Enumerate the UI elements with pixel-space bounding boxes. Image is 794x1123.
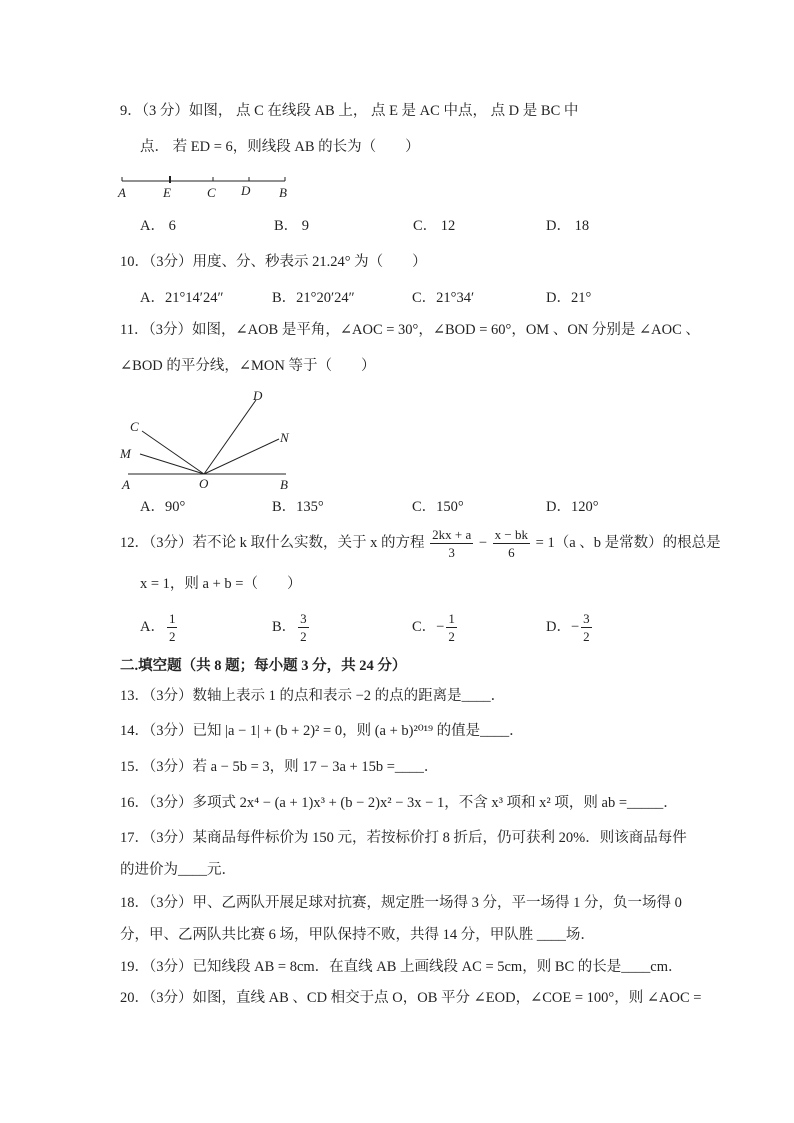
section-title-fill-in: 二.填空题（共 8 题；每小题 3 分，共 24 分）	[120, 658, 407, 674]
q9-option-a[interactable]: A． 6	[140, 218, 176, 234]
q12-option-d-sign: −	[570, 618, 580, 635]
q20-text: 20．（3分）如图，直线 AB 、CD 相交于点 O，OB 平分 ∠EOD，∠COE = 100°，则 ∠AOC =	[120, 990, 702, 1006]
q12-frac1-denominator: 3	[448, 545, 455, 560]
q12-option-a-num: 1	[168, 611, 176, 626]
q11-label-n: N	[280, 430, 289, 445]
q13-text: 13．（3分）数轴上表示 1 的点和表示 −2 的点的距离是____．	[120, 688, 506, 704]
q12-option-d-fraction	[581, 610, 592, 645]
q12-option-c-den: 2	[448, 629, 455, 644]
q12-prefix: 12．（3分）若不论 k 取什么实数，关于 x 的方程	[120, 534, 425, 551]
q17-line2: 的进价为____元．	[120, 862, 236, 878]
q18-line1: 18．（3分）甲、乙两队开展足球对抗赛，规定胜一场得 3 分，平一场得 1 分，负一场得 0	[120, 895, 682, 911]
q11-line2: ∠BOD 的平分线，∠MON 等于（ ）	[120, 358, 376, 374]
q18-line2: 分，甲、乙两队共比赛 6 场，甲队保持不败，共得 14 分，甲队胜 ____场．	[120, 927, 595, 943]
q12-line2: x = 1，则 a + b =（ ）	[140, 576, 302, 592]
q12-option-c-num: 1	[448, 611, 455, 626]
q12-frac1-numerator: 2kx + a	[432, 527, 472, 542]
q15-text: 15．（3分）若 a − 5b = 3，则 17 − 3a + 15b =____．	[120, 759, 439, 775]
q12-option-c-sign: −	[436, 618, 445, 635]
q12-minus: −	[478, 534, 488, 551]
q9-line2: 点． 若 ED = 6，则线段 AB 的长为（ ）	[140, 139, 420, 155]
q11-label-d: D	[253, 388, 263, 403]
q12-option-d-den: 2	[583, 629, 590, 644]
q12-frac2-numerator: x − bk	[494, 527, 529, 542]
q11-angle-figure	[112, 386, 312, 494]
q9-label-d: D	[241, 183, 251, 198]
q10-text: 10．（3分）用度、分、秒表示 21.24° 为（ ）	[120, 254, 427, 270]
q12-option-a-den: 2	[168, 629, 176, 644]
q17-line1: 17．（3分）某商品每件标价为 150 元，若按标价打 8 折后，仍可获利 20%．则该商品每件	[120, 830, 687, 846]
q12-option-b-den: 2	[300, 629, 307, 644]
q12-option-a[interactable]	[140, 610, 179, 645]
q9-segment-figure	[112, 170, 302, 204]
q12-option-a-label: A．	[140, 618, 165, 635]
q9-label-e: E	[163, 185, 171, 200]
q10-option-c[interactable]: C．21°34′	[412, 290, 475, 306]
q12-option-c-label: C．	[412, 618, 437, 635]
q11-option-c[interactable]: C．150°	[412, 499, 464, 515]
q11-line1: 11．（3分）如图，∠AOB 是平角，∠AOC = 30°，∠BOD = 60°，OM 、ON 分别是 ∠AOC 、	[120, 322, 700, 338]
q9-label-b: B	[279, 185, 287, 200]
q12-option-c[interactable]	[412, 610, 459, 645]
q9-label-a: A	[118, 185, 126, 200]
q9-option-c[interactable]: C． 12	[413, 218, 456, 234]
q11-option-b[interactable]: B．135°	[272, 499, 324, 515]
q16-text: 16．（3分）多项式 2x⁴ − (a + 1)x³ + (b − 2)x² − 3x − 1，不含 x³ 项和 x² 项，则 ab =_____．	[120, 795, 678, 811]
q9-option-b[interactable]: B． 9	[274, 218, 310, 234]
q11-label-o: O	[199, 476, 209, 491]
q12-suffix: = 1（a 、b 是常数）的根总是	[535, 534, 721, 551]
q9-line1: 9．（3 分）如图， 点 C 在线段 AB 上， 点 E 是 AC 中点， 点 D 是 BC 中	[120, 103, 579, 119]
q19-text: 19．（3分）已知线段 AB = 8cm．在直线 AB 上画线段 AC = 5cm，则 BC 的长是____cm．	[120, 959, 683, 975]
q12-options	[140, 610, 680, 650]
q12-option-c-fraction	[446, 610, 457, 645]
q12-option-a-fraction	[167, 610, 178, 645]
q10-option-d[interactable]: D．21°	[546, 290, 592, 306]
q11-option-a[interactable]: A．90°	[140, 499, 186, 515]
q10-option-b[interactable]: B．21°20′24″	[272, 290, 355, 306]
q12-option-b-fraction	[298, 610, 309, 645]
q12-option-b[interactable]	[272, 610, 311, 645]
q10-option-a[interactable]: A．21°14′24″	[140, 290, 224, 306]
q12-option-b-num: 3	[300, 611, 307, 626]
q11-label-m: M	[120, 446, 131, 461]
q12-option-d-label: D．	[546, 618, 571, 635]
q14-text: 14．（3分）已知 |a − 1| + (b + 2)² = 0，则 (a + b)²⁰¹⁹ 的值是____．	[120, 723, 524, 739]
q12-option-b-label: B．	[272, 618, 297, 635]
q11-label-c: C	[130, 419, 139, 434]
q12-fraction-2	[493, 526, 530, 561]
q12-option-d-num: 3	[583, 611, 590, 626]
q11-option-d[interactable]: D．120°	[546, 499, 599, 515]
q12-line1	[120, 526, 721, 561]
q12-option-d[interactable]	[546, 610, 594, 645]
q9-option-d[interactable]: D． 18	[546, 218, 590, 234]
q9-label-c: C	[207, 185, 216, 200]
q12-fraction-1	[430, 526, 473, 561]
q11-label-a: A	[122, 477, 130, 492]
q12-frac2-denominator: 6	[508, 545, 515, 560]
q11-label-b: B	[280, 477, 288, 492]
